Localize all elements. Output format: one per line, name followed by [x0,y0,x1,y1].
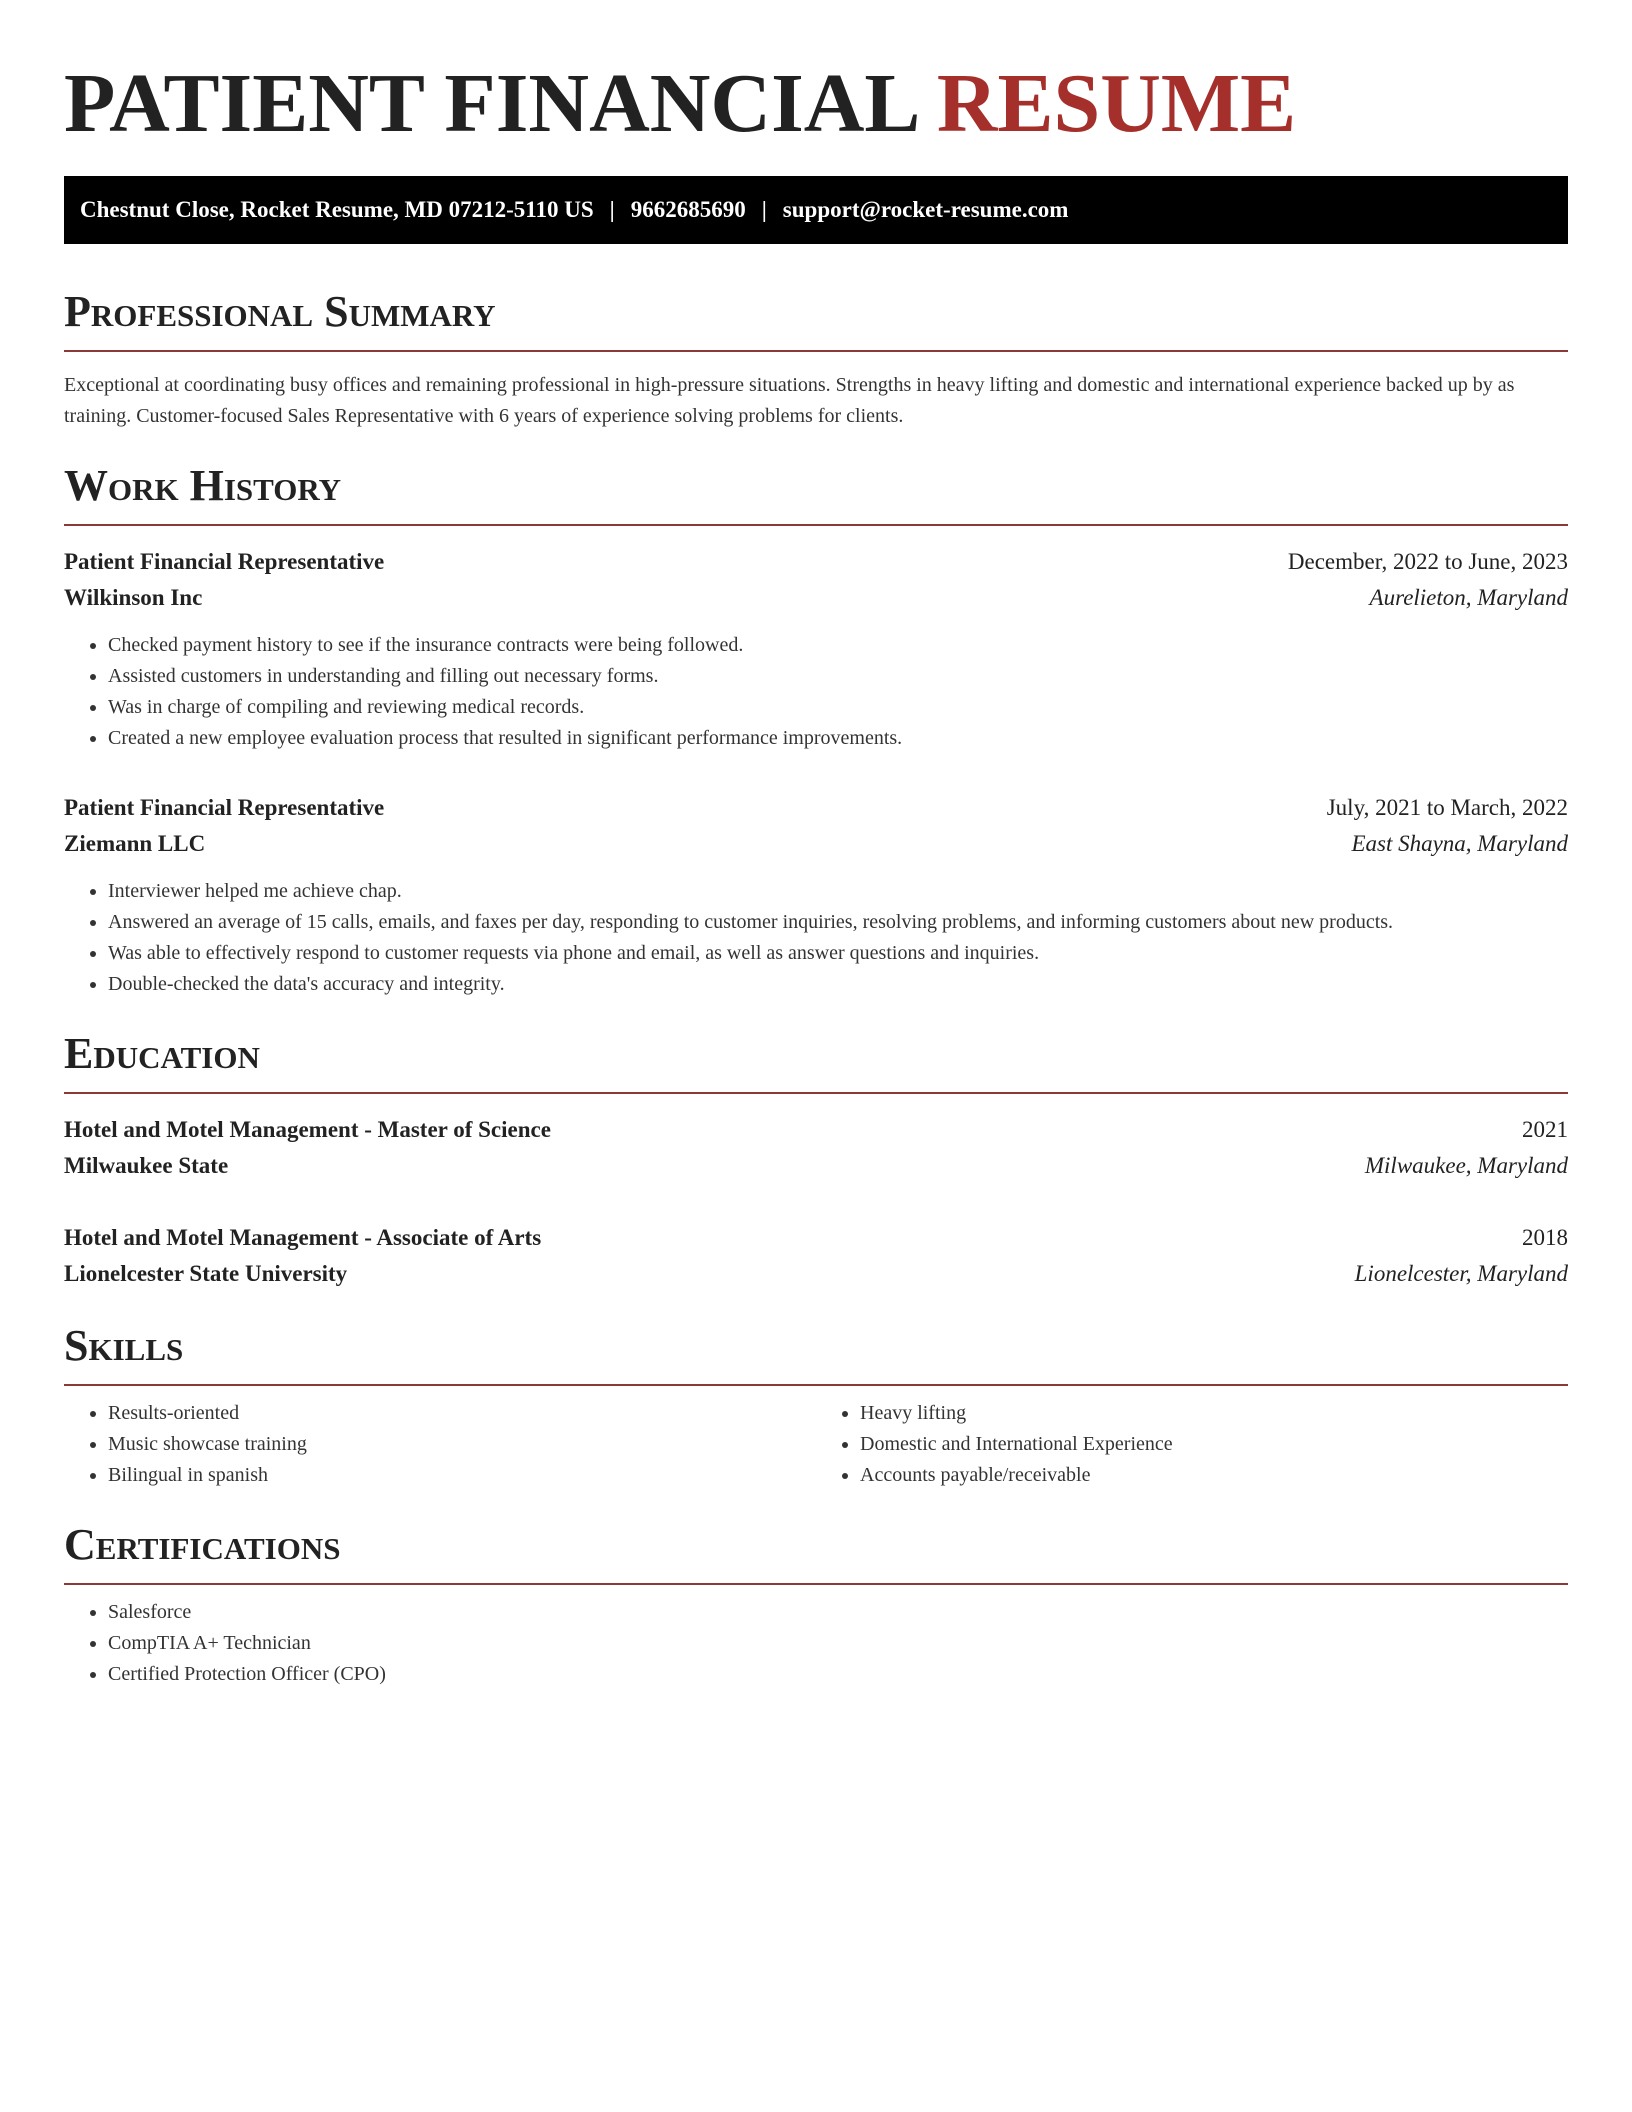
list-item: • Interviewer helped me achieve chap. [108,876,1568,907]
education-school: Lionelcester State University [64,1261,348,1286]
certifications-section [64,1521,1568,1690]
education-title: Education [64,1030,1568,1094]
skills-list-left [64,1398,816,1491]
job-company: Wilkinson Inc [64,585,203,610]
work-section [64,462,1568,1000]
job-role: Patient Financial Representative [64,795,385,820]
list-item: • Heavy lifting [860,1398,1568,1429]
education-year: 2018 [1522,1225,1568,1250]
title-main: PATIENT FINANCIAL [64,57,916,150]
certifications-title: Certifications [64,1521,1568,1585]
title-accent: RESUME [936,57,1297,150]
contact-separator: | [761,197,767,222]
list-item: • Checked payment history to see if the insurance contracts were being followed. [108,630,1568,661]
job-bullets [64,876,1568,1000]
list-item: • CompTIA A+ Technician [108,1628,1568,1659]
job-entry [64,544,1568,754]
job-role: Patient Financial Representative [64,549,385,574]
skills-title: Skills [64,1322,1568,1386]
work-title: Work History [64,462,1568,526]
skills-section [64,1322,1568,1491]
job-location: East Shayna, Maryland [1351,831,1568,856]
contact-address: Chestnut Close, Rocket Resume, MD 07212-5110 US [80,197,594,222]
education-degree: Hotel and Motel Management - Master of Science [64,1117,551,1142]
education-year: 2021 [1522,1117,1568,1142]
certifications-list [64,1597,1568,1690]
list-item: • Accounts payable/receivable [860,1460,1568,1491]
contact-separator: | [609,197,615,222]
list-item: • Certified Protection Officer (CPO) [108,1659,1568,1690]
contact-bar [64,176,1568,244]
summary-title: Professional Summary [64,288,1568,352]
education-location: Milwaukee, Maryland [1364,1153,1568,1178]
list-item: • Assisted customers in understanding and filling out necessary forms. [108,661,1568,692]
skills-list-right [816,1398,1568,1491]
list-item: • Results-oriented [108,1398,816,1429]
contact-email: support@rocket-resume.com [782,197,1069,222]
job-bullets [64,630,1568,754]
education-section [64,1030,1568,1292]
resume-title [64,56,1568,152]
education-degree: Hotel and Motel Management - Associate of Arts [64,1225,542,1250]
summary-text: Exceptional at coordinating busy offices and remaining professional in high-pressure situations. Strengths in heavy lifting and domestic and international experience backed up by as training. Customer-focused Sales Representative with 6 years of experience solving problems for clients. [64,374,1515,427]
job-dates: December, 2022 to June, 2023 [1287,549,1568,574]
list-item: • Double-checked the data's accuracy and integrity. [108,969,1568,1000]
education-entry [64,1112,1568,1184]
education-location: Lionelcester, Maryland [1354,1261,1568,1286]
list-item: • Bilingual in spanish [108,1460,816,1491]
list-item: • Was able to effectively respond to customer requests via phone and email, as well as answer questions and inquiries. [108,938,1568,969]
job-company: Ziemann LLC [64,831,206,856]
skills-columns [64,1398,1568,1491]
job-entry [64,790,1568,1000]
list-item: • Answered an average of 15 calls, emails, and faxes per day, responding to customer inquiries, resolving problems, and informing customers about new products. [108,907,1568,938]
list-item: • Salesforce [108,1597,1568,1628]
summary-section [64,288,1568,432]
list-item: • Created a new employee evaluation process that resulted in significant performance improvements. [108,723,1568,754]
list-item: • Was in charge of compiling and reviewing medical records. [108,692,1568,723]
job-location: Aurelieton, Maryland [1369,585,1568,610]
education-school: Milwaukee State [64,1153,229,1178]
contact-phone: 9662685690 [630,197,746,222]
job-dates: July, 2021 to March, 2022 [1326,795,1568,820]
list-item: • Domestic and International Experience [860,1429,1568,1460]
education-entry [64,1220,1568,1292]
list-item: • Music showcase training [108,1429,816,1460]
